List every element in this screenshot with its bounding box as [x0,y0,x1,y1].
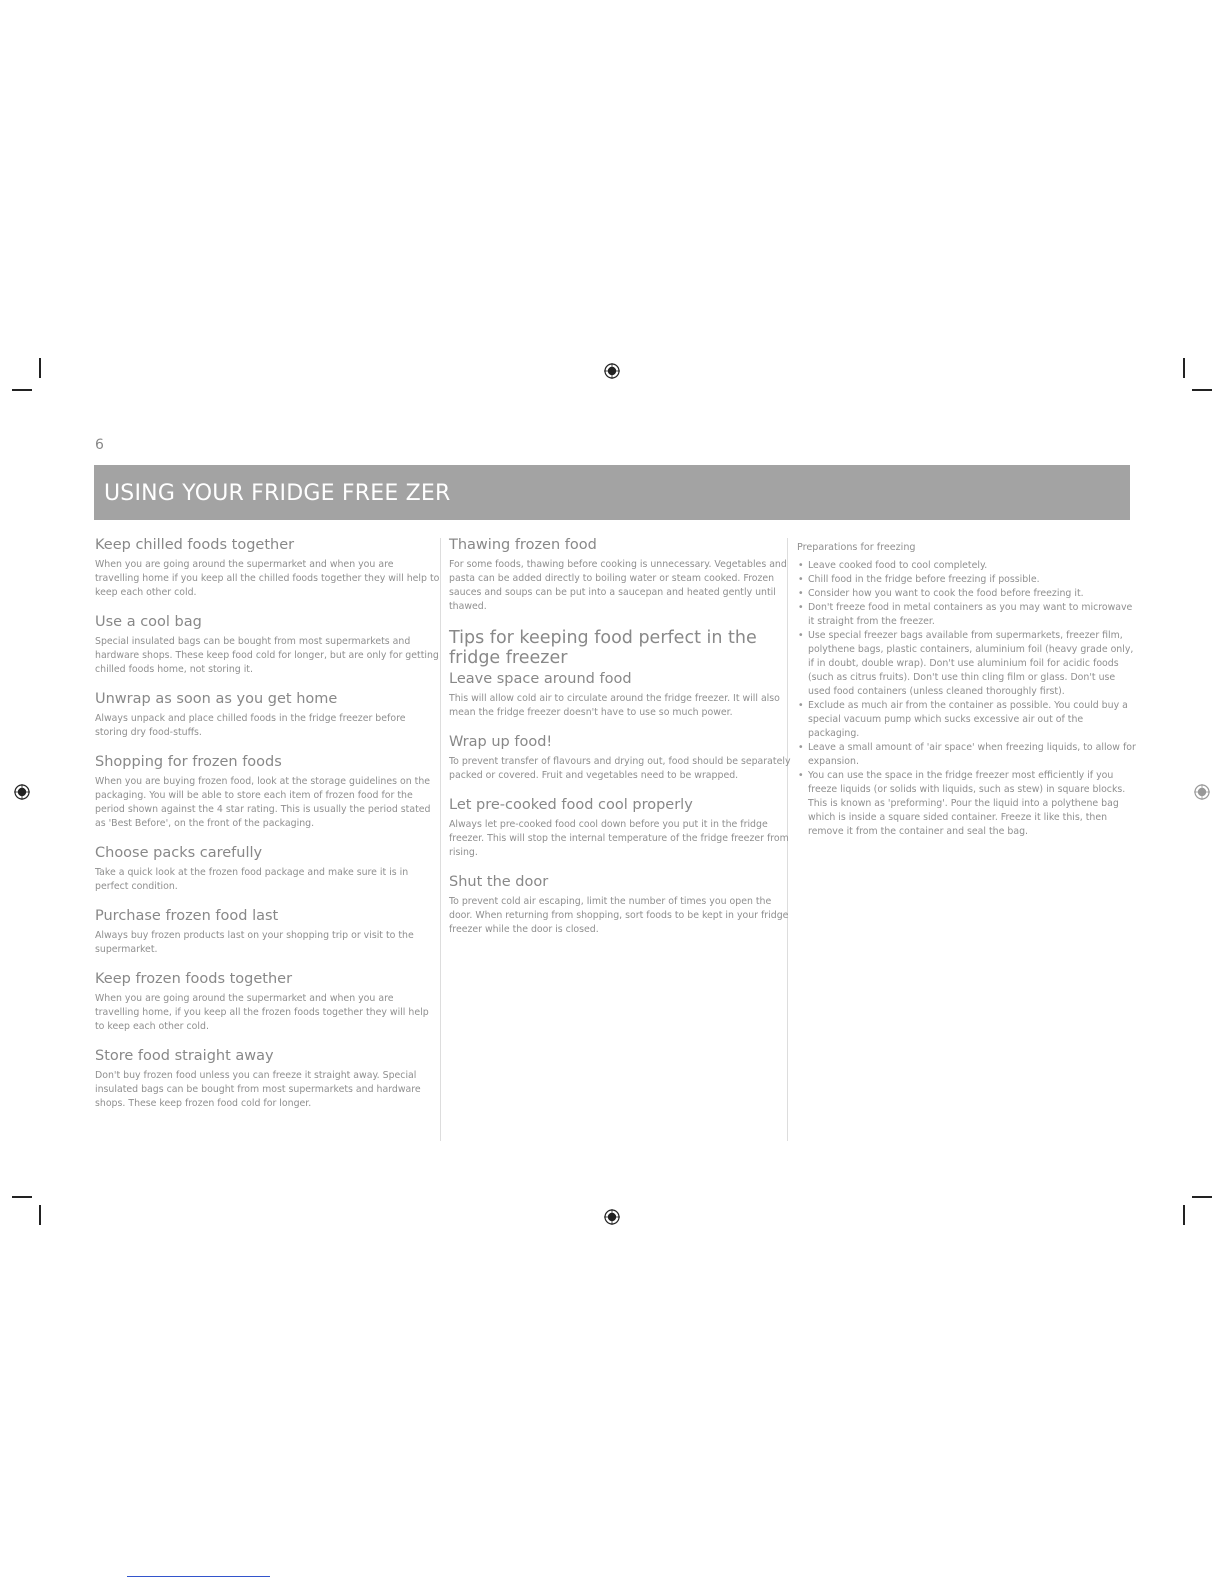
section-body: This will allow cold air to circulate around the fridge freezer. It will also mean the fridge freezer doesn't have to use so much power. [449,693,780,718]
column-preparations [797,536,1137,839]
list-item: • Consider how you want to cook the food before freezing it. [797,587,1137,601]
section [449,796,791,860]
tips-heading: Tips for keeping food perfect in the fridge freezer [449,628,757,668]
section-body: Special insulated bags can be bought from most supermarkets and hardware shops. These keep food cold for longer, but are only for getting chilled foods home, not storing it. [95,636,439,675]
section [95,844,440,894]
section-body: When you are going around the supermarket and when you are travelling home if you keep all the chilled foods together they will help to keep each other cold. [95,559,440,598]
section-body: Always buy frozen products last on your shopping trip or visit to the supermarket. [95,930,414,955]
page-number: 6 [95,437,104,453]
column-divider [440,538,441,1141]
section-heading: Use a cool bag [95,614,202,630]
registration-mark-icon [14,784,30,800]
section-body: To prevent transfer of flavours and drying out, food should be separately packed or covered. Fruit and vegetables need to be wrapped. [449,756,791,781]
section-heading: Choose packs carefully [95,845,263,861]
section [449,873,791,937]
preparations-list [797,559,1137,839]
section-heading: Leave space around food [449,671,632,687]
section-body: Take a quick look at the frozen food package and make sure it is in perfect condition. [95,867,409,892]
registration-mark-icon [1194,784,1210,800]
section-heading: Wrap up food! [449,734,553,750]
section-heading: Purchase frozen food last [95,908,279,924]
section-body: Don't buy frozen food unless you can freeze it straight away. Special insulated bags can be bought from most supermarkets and hardware shops. These keep frozen food cold for longer. [95,1070,421,1109]
crop-mark [1192,389,1212,391]
list-item: • Leave cooked food to cool completely. [797,559,1137,573]
column-shopping-tips [95,536,440,1124]
list-item: • You can use the space in the fridge freezer most efficiently if you freeze liquids (or solids with liquids, such as stew) in square blocks. This is known as 'preforming'. Pour the liquid into a polythene bag which is inside a square sided container. Freeze it like this, then remove it from the container and seal the bag. [797,769,1137,839]
section-heading: Shopping for frozen foods [95,754,282,770]
section [449,670,791,720]
section-body: Always unpack and place chilled foods in the fridge freezer before storing dry food-stuffs. [95,713,406,738]
crop-mark [39,358,41,378]
page-title: USING YOUR FRIDGE FREE ZER [104,481,451,506]
section [95,536,440,600]
section-body: When you are buying frozen food, look at the storage guidelines on the packaging. You will be able to store each item of frozen food for the period shown against the 4 star rating. This is usually the period stated as 'Best Before', on the front of the packaging. [95,776,431,829]
preparations-heading: Preparations for freezing [797,542,916,553]
crop-mark [1183,358,1185,378]
section-heading: Store food straight away [95,1048,274,1064]
section [449,733,791,783]
crop-mark [12,1196,32,1198]
section-heading: Unwrap as soon as you get home [95,691,338,707]
section [95,1047,440,1111]
crop-mark [39,1205,41,1225]
section-title-bar [94,465,1130,520]
section-heading: Shut the door [449,874,549,890]
list-item: • Use special freezer bags available from supermarkets, freezer film, polythene bags, plastic containers, aluminium foil (heavy grade only, if in doubt, double wrap). Don't use aluminium foil for acidic foods (such as citrus fruits). Don't use thin cling film or glass. Don't use used food containers (unless cleaned thoroughly first). [797,629,1137,699]
section [95,613,440,677]
section [95,690,440,740]
crop-mark [1183,1205,1185,1225]
section-body: For some foods, thawing before cooking is unnecessary. Vegetables and pasta can be added directly to boiling water or steam cooked. Frozen sauces and soups can be put into a saucepan and heated gently until thawed. [449,559,787,612]
registration-mark-icon [604,363,620,379]
crop-mark [12,389,32,391]
column-thawing-and-tips [449,536,791,950]
section [449,536,791,614]
section-body: To prevent cold air escaping, limit the number of times you open the door. When returning from shopping, sort foods to be kept in your fridge freezer while the door is closed. [449,896,789,935]
section [95,753,440,831]
list-item: • Chill food in the fridge before freezing if possible. [797,573,1137,587]
section-heading: Keep frozen foods together [95,971,293,987]
section [95,907,440,957]
registration-mark-icon [604,1209,620,1225]
section-body: When you are going around the supermarket and when you are travelling home, if you keep all the frozen foods together they will help to keep each other cold. [95,993,429,1032]
section [95,970,440,1034]
section-heading: Keep chilled foods together [95,537,295,553]
section-heading: Thawing frozen food [449,537,597,553]
crop-mark [1192,1196,1212,1198]
list-item: • Don't freeze food in metal containers as you may want to microwave it straight from the freezer. [797,601,1137,629]
section-heading: Let pre-cooked food cool properly [449,797,693,813]
list-item: • Leave a small amount of 'air space' when freezing liquids, to allow for expansion. [797,741,1137,769]
list-item: • Exclude as much air from the container as possible. You could buy a special vacuum pump which sucks excessive air out of the packaging. [797,699,1137,741]
section-body: Always let pre-cooked food cool down before you put it in the fridge freezer. This will stop the internal temperature of the fridge freezer from rising. [449,819,789,858]
footer-rule [127,1576,270,1577]
